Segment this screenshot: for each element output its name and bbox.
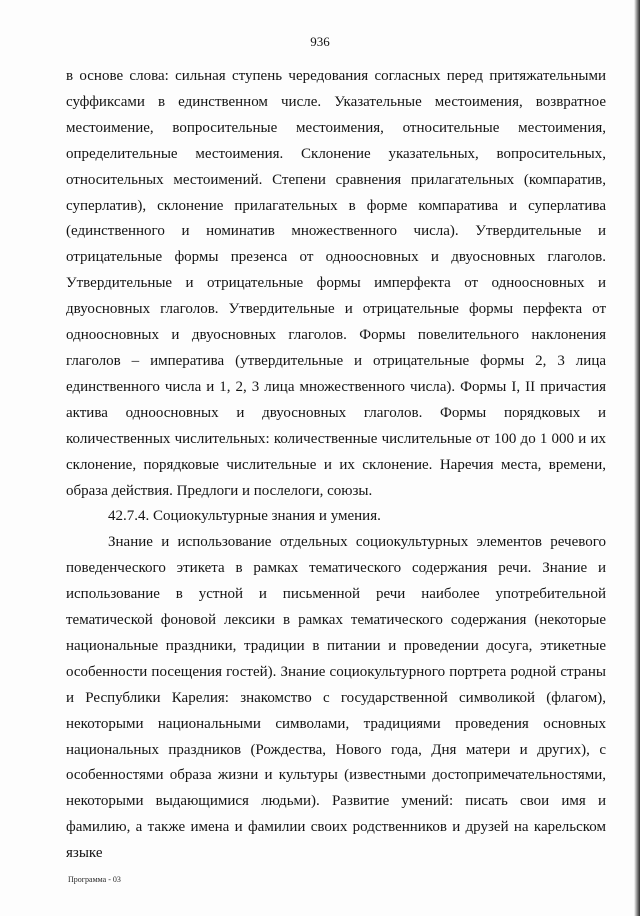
footer-program-label: Программа - 03 (68, 875, 121, 884)
document-body (66, 64, 606, 867)
paragraph-grammar-forms: в основе слова: сильная ступень чередования согласных перед притяжательными суффиксами в единственном числе. Указательные местоимения, возвратное местоимение, вопросительные местоимения, относительные местоимения, определительные местоимения. Склонение указательных, вопросительных, относительных местоимений. Степени сравнения прилагательных (компаратив, суперлатив), склонение прилагательных в форме компаратива и суперлатива (единственного и номинатив множественного числа). Утвердительные и отрицательные формы презенса от одноосновных и двуосновных глаголов. Утвердительные и отрицательные формы имперфекта от одноосновных и двуосновных глаголов. Утвердительные и отрицательные формы перфекта от одноосновных и двуосновных глаголов. Формы повелительного наклонения глаголов – императива (утвердительные и отрицательные формы 2, 3 лица единственного числа и 1, 2, 3 лица множественного числа). Формы I, II причастия актива одноосновных и двуосновных глаголов. Формы порядковых и количественных числительных: количественные числительные от 100 до 1 000 и их склонение, порядковые числительные и их склонение. Наречия места, времени, образа действия. Предлоги и послелоги, союзы. (66, 68, 606, 499)
page-number: 936 (310, 34, 330, 49)
section-heading-sociocultural: 42.7.4. Социокультурные знания и умения. (108, 508, 381, 525)
paragraph-sociocultural-knowledge: Знание и использование отдельных социокультурных элементов речевого поведенческого этикета в рамках тематического содержания речи. Знание и использование в устной и письменной речи наиболее употребительной тематической фоновой лексики в рамках тематического содержания (некоторые национальные праздники, традиции в питании и проведении досуга, этикетные особенности посещения гостей). Знание социокультурного портрета родной страны и Республики Карелия: знакомство с государственной символикой (флагом), некоторыми национальными символами, традициями проведения основных национальных праздников (Рождества, Нового года, Дня матери и других), с особенностями образа жизни и культуры (известными достопримечательностями, некоторыми выдающимися людьми). Развитие умений: писать свои имя и фамилию, а также имена и фамилии своих родственников и друзей на карельском языке (66, 534, 606, 862)
scan-edge-shadow (634, 0, 640, 916)
